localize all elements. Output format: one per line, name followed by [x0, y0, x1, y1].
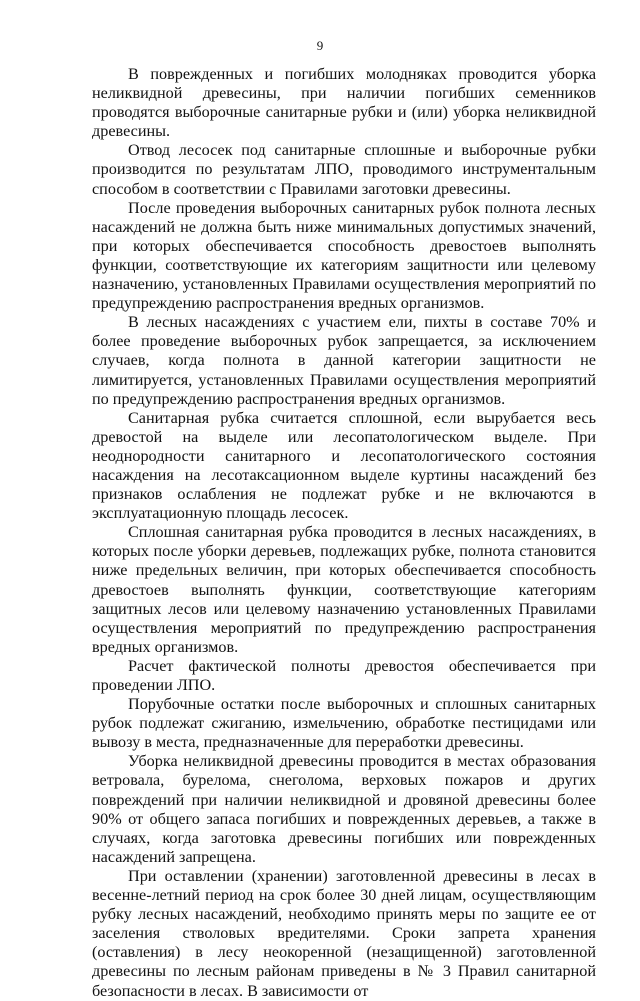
document-body — [92, 65, 596, 1001]
paragraph: В поврежденных и погибших молодняках проводится уборка неликвидной древесины, при наличии погибших семенников проводятся выборочные санитарные рубки и (или) уборка неликвидной древесины. — [92, 65, 596, 141]
paragraph: При оставлении (хранении) заготовленной древесины в лесах в весенне-летний период на срок более 30 дней лицам, осуществляющим рубку лесных насаждений, необходимо принять меры по защите ее от заселения стволовых вредителями. Сроки запрета хранения (оставления) в лесу неокоренной (незащищенной) заготовленной древесины по лесным районам приведены в № 3 Правил санитарной безопасности в лесах. В зависимости от — [92, 866, 596, 1000]
paragraph: Отвод лесосек под санитарные сплошные и выборочные рубки производится по результатам ЛПО, проводимого инструментальным способом в соответствии с Правилами заготовки древесины. — [92, 141, 596, 198]
paragraph: После проведения выборочных санитарных рубок полнота лесных насаждений не должна быть ниже минимальных допустимых значений, при которых обеспечивается способность древостоев выполнять функции, соответствующие их категориям защитности или целевому назначению, установленных Правилами осуществления мероприятий по предупреждению распространения вредных организмов. — [92, 198, 596, 313]
paragraph: Уборка неликвидной древесины проводится в местах образования ветровала, бурелома, снеголома, верховых пожаров и других повреждений при наличии неликвидной и дровяной древесины более 90% от общего запаса погибших и поврежденных деревьев, а также в случаях, когда заготовка древесины погибших или поврежденных насаждений запрещена. — [92, 752, 596, 866]
paragraph: Порубочные остатки после выборочных и сплошных санитарных рубок подлежат сжиганию, измельчению, обработке пестицидами или вывозу в места, предназначенные для переработки древесины. — [92, 695, 596, 752]
paragraph: Сплошная санитарная рубка проводится в лесных насаждениях, в которых после уборки деревьев, подлежащих рубке, полнота становится ниже предельных величин, при которых обеспечивается способность древостоев выполнять функции, соответствующие категориям защитных лесов или целевому назначению установленных Правилами осуществления мероприятий по предупреждению распространения вредных организмов. — [92, 523, 596, 656]
paragraph: Расчет фактической полноты древостоя обеспечивается при проведении ЛПО. — [92, 656, 596, 694]
paragraph: В лесных насаждениях с участием ели, пихты в составе 70% и более проведение выборочных рубок запрещается, за исключением случаев, когда полнота в данной категории защитности не лимитируется, установленных Правилами осуществления мероприятий по предупреждению распространения вредных организмов. — [92, 313, 596, 408]
page-number: 9 — [316, 38, 324, 53]
paragraph: Санитарная рубка считается сплошной, если вырубается весь древостой на выделе или лесопатологическом выделе. При неоднородности санитарного и лесопатологического состояния насаждения на лесотаксационном выделе куртины насаждений без признаков ослабления не подлежат рубке и не включаются в эксплуатационную площадь лесосек. — [92, 408, 596, 523]
